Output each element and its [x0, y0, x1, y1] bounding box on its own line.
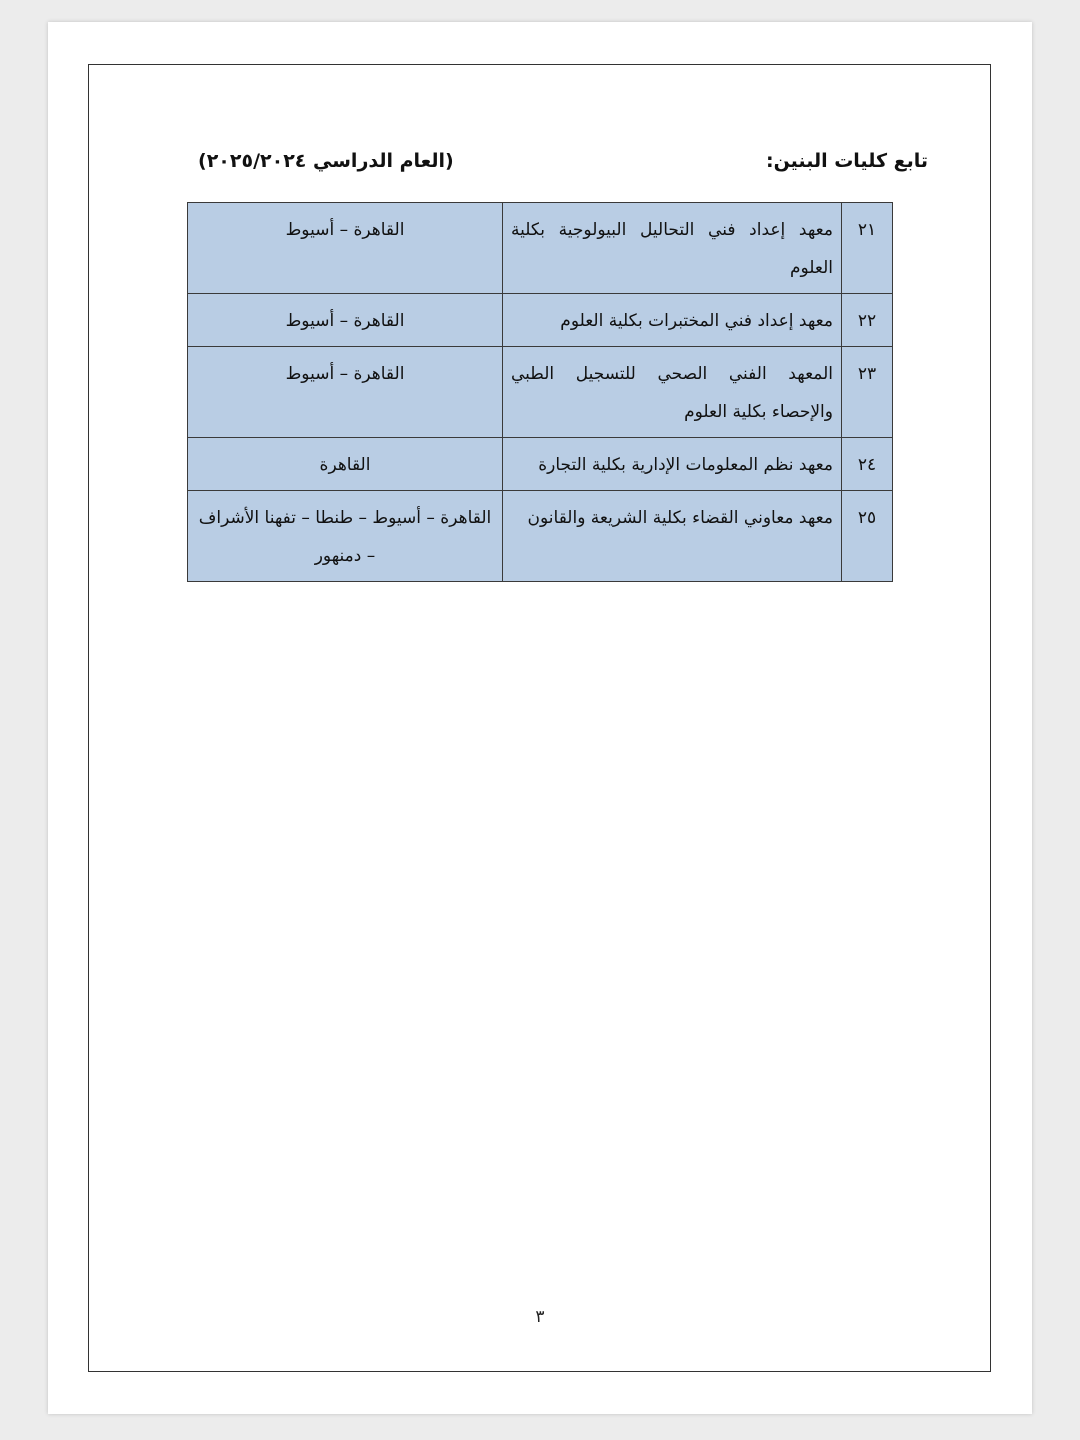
institute-location: القاهرة – أسيوط – طنطا – تفهنا الأشراف – دمنهور — [188, 491, 503, 582]
institute-name: المعهد الفني الصحي للتسجيل الطبي والإحصاء بكلية العلوم — [503, 347, 842, 438]
institute-location: القاهرة – أسيوط — [188, 347, 503, 438]
page-number: ٣ — [535, 1307, 545, 1327]
row-number: ٢٥ — [842, 491, 893, 582]
row-number: ٢٢ — [842, 294, 893, 347]
document-page — [48, 22, 1032, 1414]
institute-location: القاهرة — [188, 438, 503, 491]
institute-name: معهد إعداد فني المختبرات بكلية العلوم — [503, 294, 842, 347]
table-row — [188, 438, 893, 491]
table-row — [188, 203, 893, 294]
table-row — [188, 294, 893, 347]
table-row — [188, 491, 893, 582]
institute-location: القاهرة – أسيوط — [188, 203, 503, 294]
institute-name: معهد معاوني القضاء بكلية الشريعة والقانون — [503, 491, 842, 582]
section-title: تابع كليات البنين: — [765, 150, 928, 172]
table-row — [188, 347, 893, 438]
row-number: ٢٤ — [842, 438, 893, 491]
academic-year: (العام الدراسي ٢٠٢٥/٢٠٢٤) — [198, 150, 454, 172]
institute-location: القاهرة – أسيوط — [188, 294, 503, 347]
institute-name: معهد إعداد فني التحاليل البيولوجية بكلية العلوم — [503, 203, 842, 294]
row-number: ٢١ — [842, 203, 893, 294]
institutes-table — [187, 202, 893, 582]
institute-name: معهد نظم المعلومات الإدارية بكلية التجارة — [503, 438, 842, 491]
page-heading — [188, 150, 928, 180]
row-number: ٢٣ — [842, 347, 893, 438]
